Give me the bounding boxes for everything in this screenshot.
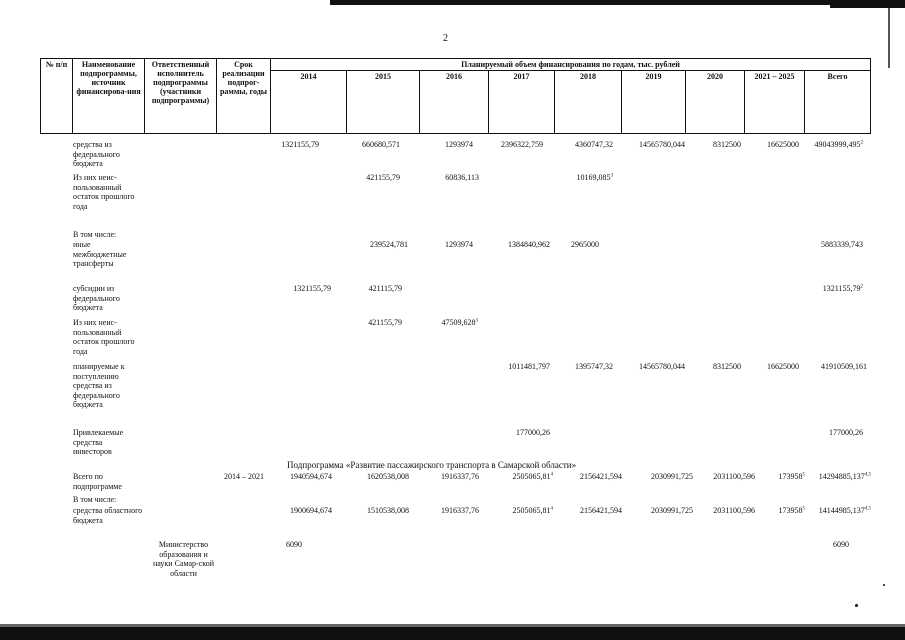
cell-2015: 421155,79 bbox=[368, 318, 402, 327]
cell-2021-value: 173958 bbox=[778, 472, 803, 481]
cell-total bbox=[823, 284, 863, 293]
row-label: Из них неис-пользованный остаток прошлого года bbox=[73, 173, 135, 211]
row-label: субсидии из федерального бюджета bbox=[73, 284, 120, 313]
cell-2019: 2030991,725 bbox=[651, 472, 693, 481]
cell-2016 bbox=[442, 318, 479, 327]
scan-edge-top-right bbox=[830, 5, 905, 8]
cell-2018: 2156421,594 bbox=[580, 472, 622, 481]
cell-2015: 239524,781 bbox=[370, 240, 408, 249]
header-year: 2019 bbox=[622, 71, 686, 134]
footnote-mark: 2 bbox=[860, 140, 863, 146]
cell-total bbox=[815, 140, 864, 149]
header-year: 2016 bbox=[420, 71, 489, 134]
header-year: 2018 bbox=[555, 71, 622, 134]
cell-2016: 1916337,76 bbox=[441, 506, 479, 515]
cell-total bbox=[819, 506, 871, 515]
subprogram-title: Подпрограмма «Развитие пассажирского транспорта в Самарской области» bbox=[287, 460, 577, 470]
cell-2021-2025 bbox=[779, 506, 806, 515]
header-funding-title: Планируемый объем финансирования по годам, тыс. рублей bbox=[271, 59, 871, 71]
row-label: средства из федерального бюджета bbox=[73, 140, 120, 169]
row-label: Из них неис-пользованный остаток прошлого года bbox=[73, 318, 135, 356]
cell-total bbox=[819, 472, 871, 481]
cell-2020: 8312500 bbox=[713, 140, 741, 149]
footnote-mark: 2 bbox=[860, 284, 863, 290]
cell-2015: 1510538,008 bbox=[367, 506, 409, 515]
header-year: 2017 bbox=[489, 71, 555, 134]
scan-edge-top bbox=[330, 0, 905, 5]
footnote-mark: 4,5 bbox=[864, 472, 871, 478]
header-year: 2014 bbox=[271, 71, 347, 134]
row-label: Всего по подпрограмме bbox=[73, 472, 122, 491]
cell-2017: 177000,26 bbox=[516, 428, 550, 437]
footnote-mark: 5 bbox=[802, 472, 805, 478]
cell-2019: 14565780,044 bbox=[639, 140, 685, 149]
cell-2017 bbox=[513, 472, 554, 481]
cell-2015: 421155,79 bbox=[366, 173, 400, 182]
header-total: Всего bbox=[805, 71, 871, 134]
cell-2014: 1321155,79 bbox=[293, 284, 331, 293]
cell-2017 bbox=[513, 506, 554, 515]
cell-total-value: 14144985,137 bbox=[818, 506, 865, 515]
cell-2018-value: 10169,085 bbox=[576, 173, 611, 182]
cell-2020: 2031100,596 bbox=[713, 506, 755, 515]
cell-total-value: 14294885,137 bbox=[818, 472, 865, 481]
row-label-prefix: В том числе: bbox=[73, 495, 117, 504]
row-label: Привлекаемые средства инвесторов bbox=[73, 428, 124, 457]
footnote-mark: 5 bbox=[802, 506, 805, 512]
cell-2020: 8312500 bbox=[713, 362, 741, 371]
cell-2015: 1620538,008 bbox=[367, 472, 409, 481]
cell-2017: 1384840,962 bbox=[508, 240, 550, 249]
cell-2018: 2965000 bbox=[571, 240, 599, 249]
header-responsible: Ответственный исполнитель подпрограммы (участники подпрограммы) bbox=[145, 59, 217, 134]
page-number: 2 bbox=[443, 33, 448, 44]
cell-2014: 1321155,79 bbox=[281, 140, 319, 149]
scan-speck bbox=[883, 584, 885, 586]
cell-2017: 2396322,759 bbox=[501, 140, 543, 149]
footnote-mark: 4 bbox=[550, 506, 553, 512]
cell-2016-value: 47509,628 bbox=[441, 318, 476, 327]
cell-2018: 4360747,32 bbox=[575, 140, 613, 149]
row-label: средства областного бюджета bbox=[73, 506, 143, 525]
cell-2021-value: 173958 bbox=[778, 506, 803, 515]
cell-2018: 1395747,32 bbox=[575, 362, 613, 371]
cell-2018: 2156421,594 bbox=[580, 506, 622, 515]
cell-2017-value: 2505065,81 bbox=[512, 506, 551, 515]
cell-total: 41910509,161 bbox=[821, 362, 867, 371]
cell-total-value: 49043999,495 bbox=[814, 140, 861, 149]
footnote-mark: 3 bbox=[475, 318, 478, 324]
cell-2019: 2030991,725 bbox=[651, 506, 693, 515]
cell-2016: 60836,113 bbox=[445, 173, 479, 182]
cell-total: 5883339,743 bbox=[821, 240, 863, 249]
table-header bbox=[40, 58, 871, 134]
cell-2017-value: 2505065,81 bbox=[512, 472, 551, 481]
cell-responsible: Министерство образования и науки Самар-ской области bbox=[152, 540, 214, 578]
cell-2021-2025: 16625000 bbox=[767, 362, 799, 371]
cell-2016: 1293974 bbox=[445, 240, 473, 249]
cell-total: 177000,26 bbox=[829, 428, 863, 437]
header-name: Наименование подпрограммы, источник финансирова-ния bbox=[73, 59, 145, 134]
cell-total-value: 1321155,79 bbox=[822, 284, 861, 293]
cell-term: 2014 – 2021 bbox=[224, 472, 264, 481]
header-term: Срок реализации подпрог-раммы, годы bbox=[217, 59, 271, 134]
header-year: 2020 bbox=[686, 71, 745, 134]
cell-2021-2025: 16625000 bbox=[767, 140, 799, 149]
header-year: 2015 bbox=[347, 71, 420, 134]
cell-2014: 1900694,674 bbox=[290, 506, 332, 515]
scan-speck bbox=[855, 604, 858, 607]
cell-2019: 14565780,044 bbox=[639, 362, 685, 371]
cell-2021-2025 bbox=[779, 472, 806, 481]
cell-total: 6090 bbox=[833, 540, 849, 549]
scan-mark-right bbox=[888, 8, 890, 68]
cell-2016: 1293974 bbox=[445, 140, 473, 149]
row-label: иные межбюджетные трансферты bbox=[73, 240, 127, 269]
footnote-mark: 4,5 bbox=[864, 506, 871, 512]
cell-2017: 1011481,797 bbox=[508, 362, 550, 371]
cell-2014: 6090 bbox=[286, 540, 302, 549]
footnote-mark: 3 bbox=[610, 173, 613, 179]
cell-2016: 1916337,76 bbox=[441, 472, 479, 481]
cell-2015: 660680,571 bbox=[362, 140, 400, 149]
row-label: планируемые к поступлению средства из федерального бюджета bbox=[73, 362, 125, 410]
footnote-mark: 4 bbox=[550, 472, 553, 478]
cell-2014: 1940594,674 bbox=[290, 472, 332, 481]
row-label-prefix: В том числе: bbox=[73, 230, 117, 239]
cell-2020: 2031100,596 bbox=[713, 472, 755, 481]
cell-2018 bbox=[577, 173, 614, 182]
header-number: № п/п bbox=[41, 59, 73, 134]
cell-2015: 421115,79 bbox=[368, 284, 402, 293]
scan-edge-bottom bbox=[0, 627, 905, 640]
header-year: 2021 – 2025 bbox=[745, 71, 805, 134]
